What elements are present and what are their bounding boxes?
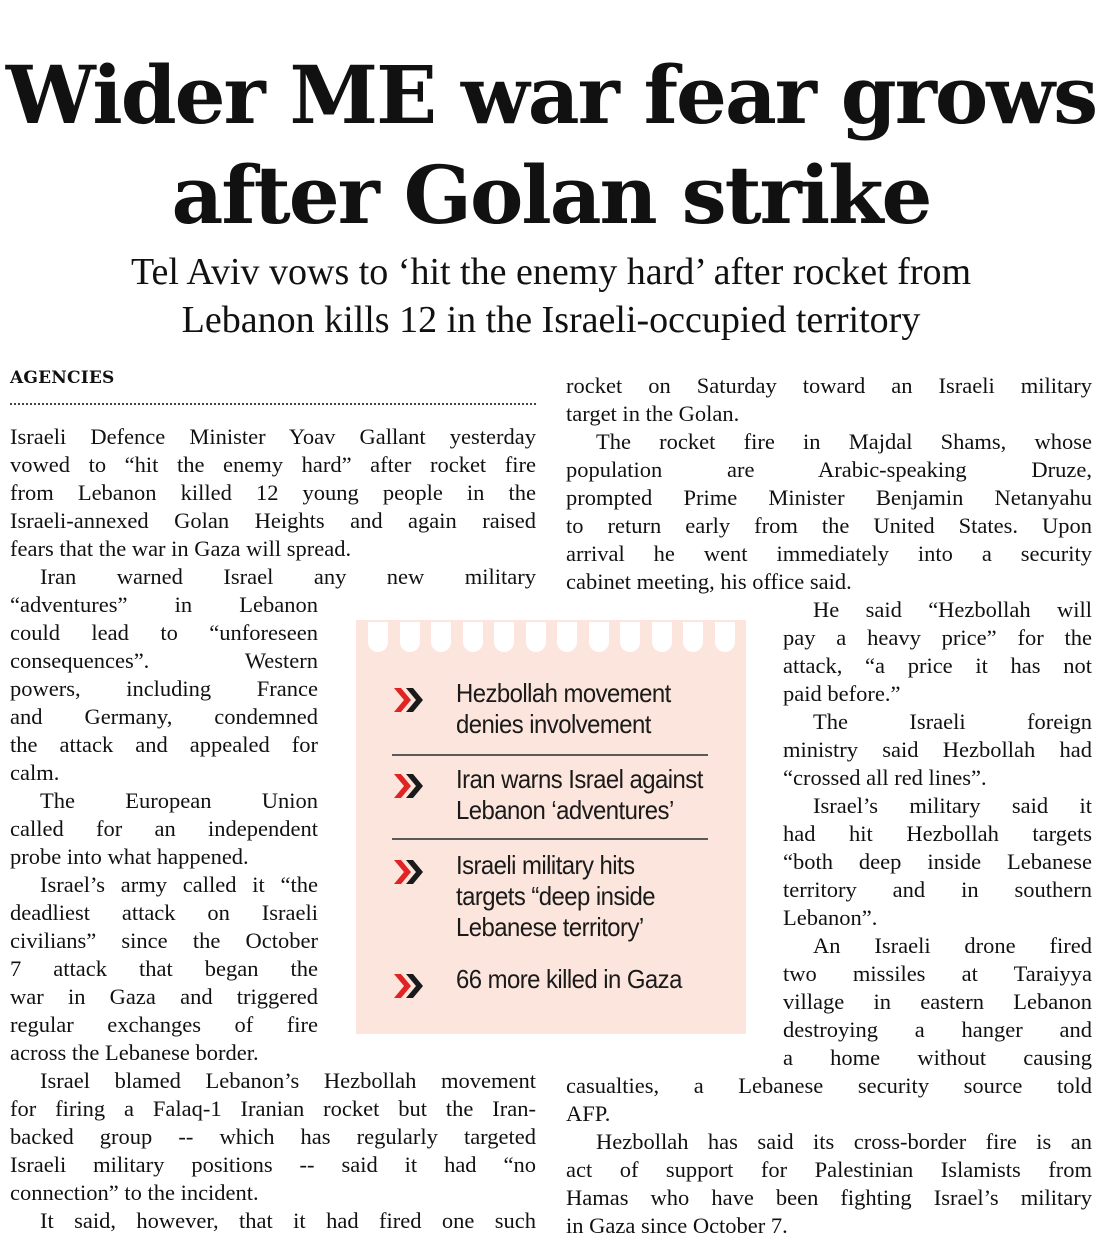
notepad-hole bbox=[589, 622, 609, 652]
headline-line-2: after Golan strike bbox=[171, 148, 931, 242]
highlight-text bbox=[456, 964, 682, 995]
notepad-hole bbox=[368, 622, 388, 652]
column-2-line: a home without causing bbox=[783, 1045, 1092, 1070]
column-2-line: rocket on Saturday toward an Israeli military bbox=[566, 373, 1092, 398]
deck-line-1: Tel Aviv vows to ‘hit the enemy hard’ after rocket from bbox=[130, 251, 972, 293]
column-2-line: AFP. bbox=[566, 1101, 611, 1126]
column-2-line: population are Arabic-speaking Druze, bbox=[566, 457, 1092, 482]
notepad-hole bbox=[620, 622, 640, 652]
column-1-line: “adventures” in Lebanon bbox=[10, 592, 318, 617]
notepad-hole bbox=[652, 622, 672, 652]
byline-divider bbox=[10, 403, 536, 405]
column-2-line: had hit Hezbollah targets bbox=[783, 821, 1092, 846]
column-1-line: from Lebanon killed 12 young people in the bbox=[10, 480, 536, 505]
notepad-hole bbox=[683, 622, 703, 652]
highlight-text-line: Lebanon ‘adventures’ bbox=[456, 795, 674, 825]
column-2-line: prompted Prime Minister Benjamin Netanyahu bbox=[566, 485, 1092, 510]
highlight-text bbox=[456, 850, 655, 943]
column-2-line: Lebanon”. bbox=[783, 905, 878, 930]
highlight-text-line: Hezbollah movement bbox=[456, 678, 671, 708]
column-1-line: powers, including France bbox=[10, 676, 318, 701]
column-2-line: cabinet meeting, his office said. bbox=[566, 569, 852, 594]
column-1-line: The European Union bbox=[40, 788, 318, 813]
notepad-hole bbox=[400, 622, 420, 652]
column-1-line: deadliest attack on Israeli bbox=[10, 900, 318, 925]
highlights-box bbox=[356, 620, 746, 1034]
column-1-line: Israel blamed Lebanon’s Hezbollah movement bbox=[40, 1068, 536, 1093]
column-2-line: destroying a hanger and bbox=[783, 1017, 1092, 1042]
highlight-divider bbox=[392, 838, 708, 840]
column-2-line: “crossed all red lines”. bbox=[783, 765, 987, 790]
column-1-line: connection” to the incident. bbox=[10, 1180, 259, 1205]
column-2-line: paid before.” bbox=[783, 681, 901, 706]
column-1-line: consequences”. Western bbox=[10, 648, 318, 673]
notepad-holes bbox=[368, 622, 738, 652]
deck-line-2: Lebanon kills 12 in the Israeli-occupied territory bbox=[181, 299, 921, 341]
column-2-line: to return early from the United States. Upon bbox=[566, 513, 1092, 538]
column-2-line: territory and in southern bbox=[783, 877, 1092, 902]
notepad-hole bbox=[557, 622, 577, 652]
column-1-line: for firing a Falaq-1 Iranian rocket but the Iran- bbox=[10, 1096, 536, 1121]
column-1-line: calm. bbox=[10, 760, 60, 785]
notepad-hole bbox=[494, 622, 514, 652]
highlight-text bbox=[456, 678, 671, 740]
column-1-line: vowed to “hit the enemy hard” after rocket fire bbox=[10, 452, 536, 477]
column-2-line: casualties, a Lebanese security source told bbox=[566, 1073, 1092, 1098]
highlight-text-line: targets “deep inside bbox=[456, 881, 656, 911]
column-1-line: It said, however, that it had fired one such bbox=[40, 1208, 536, 1233]
column-2-line: attack, “a price it has not bbox=[783, 653, 1092, 678]
headline-line-1: Wider ME war fear grows bbox=[5, 48, 1097, 142]
double-chevron-icon bbox=[392, 772, 432, 800]
column-2-line: Israel’s military said it bbox=[813, 793, 1092, 818]
column-2-line: ministry said Hezbollah had bbox=[783, 737, 1092, 762]
column-1-line: across the Lebanese border. bbox=[10, 1040, 259, 1065]
double-chevron-icon bbox=[392, 972, 432, 1000]
column-2-line: arrival he went immediately into a security bbox=[566, 541, 1092, 566]
column-2-line: in Gaza since October 7. bbox=[566, 1213, 788, 1238]
highlight-text-line: 66 more killed in Gaza bbox=[456, 964, 682, 994]
column-1-line: the attack and appealed for bbox=[10, 732, 318, 757]
column-2-line: two missiles at Taraiyya bbox=[783, 961, 1092, 986]
column-2-line: Hezbollah has said its cross-border fire is an bbox=[596, 1129, 1092, 1154]
column-1-line: Iran warned Israel any new military bbox=[40, 564, 536, 589]
notepad-hole bbox=[431, 622, 451, 652]
column-1-line: Israeli military positions -- said it had “no bbox=[10, 1152, 536, 1177]
column-2-line: village in eastern Lebanon bbox=[783, 989, 1092, 1014]
column-1-line: backed group -- which has regularly targeted bbox=[10, 1124, 536, 1149]
column-1-line: 7 attack that began the bbox=[10, 956, 318, 981]
highlight-divider bbox=[392, 754, 708, 756]
column-2-line: The Israeli foreign bbox=[813, 709, 1092, 734]
column-1-line: regular exchanges of fire bbox=[10, 1012, 318, 1037]
column-1-line: could lead to “unforeseen bbox=[10, 620, 318, 645]
double-chevron-icon bbox=[392, 858, 432, 886]
column-1-line: Israel’s army called it “the bbox=[40, 872, 318, 897]
highlight-text bbox=[456, 764, 703, 826]
column-1-line: Israeli-annexed Golan Heights and again raised bbox=[10, 508, 536, 533]
column-1-line: called for an independent bbox=[10, 816, 318, 841]
column-2-line: He said “Hezbollah will bbox=[813, 597, 1092, 622]
column-1-line: probe into what happened. bbox=[10, 844, 249, 869]
column-1-line: civilians” since the October bbox=[10, 928, 318, 953]
notepad-hole bbox=[526, 622, 546, 652]
column-2-line: The rocket fire in Majdal Shams, whose bbox=[596, 429, 1092, 454]
column-1-line: and Germany, condemned bbox=[10, 704, 318, 729]
column-2-line: An Israeli drone fired bbox=[813, 933, 1092, 958]
highlight-text-line: Lebanese territory’ bbox=[456, 912, 644, 942]
highlight-text-line: Iran warns Israel against bbox=[456, 764, 703, 794]
byline: AGENCIES bbox=[10, 368, 115, 388]
column-1-line: Israeli Defence Minister Yoav Gallant yesterday bbox=[10, 424, 536, 449]
highlight-text-line: denies involvement bbox=[456, 709, 651, 739]
column-1-line: fears that the war in Gaza will spread. bbox=[10, 536, 352, 561]
column-2-line: pay a heavy price” for the bbox=[783, 625, 1092, 650]
column-1-line: war in Gaza and triggered bbox=[10, 984, 318, 1009]
highlight-text-line: Israeli military hits bbox=[456, 850, 635, 880]
notepad-hole bbox=[715, 622, 735, 652]
column-2-line: “both deep inside Lebanese bbox=[783, 849, 1092, 874]
double-chevron-icon bbox=[392, 686, 432, 714]
column-2-line: target in the Golan. bbox=[566, 401, 740, 426]
notepad-hole bbox=[463, 622, 483, 652]
column-2-line: act of support for Palestinian Islamists from bbox=[566, 1157, 1092, 1182]
column-2-line: Hamas who have been fighting Israel’s military bbox=[566, 1185, 1092, 1210]
